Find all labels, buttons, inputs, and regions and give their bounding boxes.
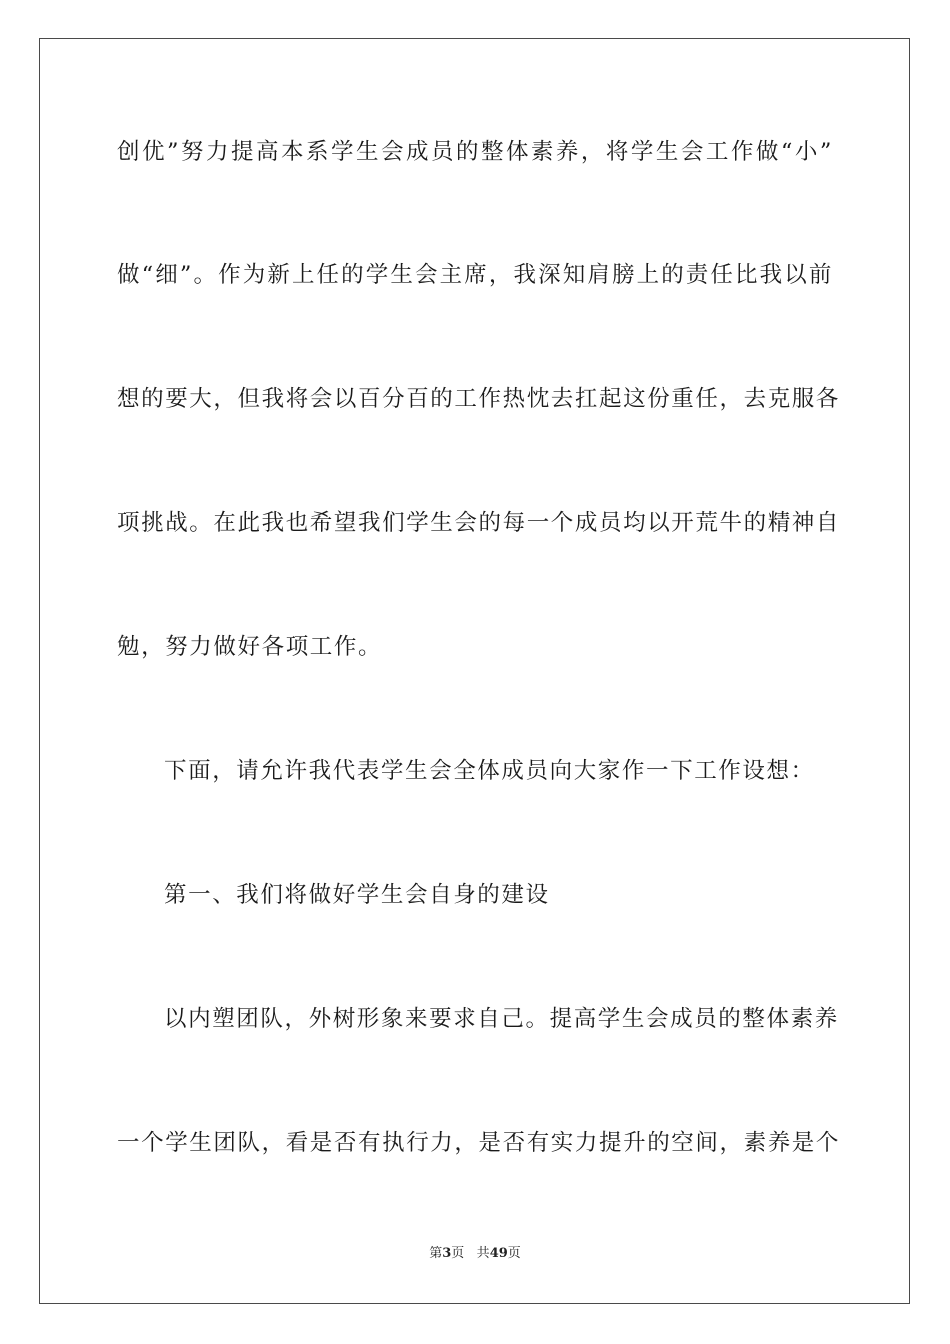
footer-total-pages: 49 [489, 1246, 508, 1261]
paragraph-intro: 下面，请允许我代表学生会全体成员向大家作一下工作设想： [164, 758, 815, 784]
footer-page-suffix: 页 [451, 1246, 465, 1261]
body-line-8: 以内塑团队，外树形象来要求自己。提高学生会成员的整体素养 [164, 1006, 839, 1032]
body-line-3: 想的要大，但我将会以百分百的工作热忱去扛起这份重任，去克服各 [117, 386, 841, 412]
footer-total-suffix: 页 [507, 1246, 521, 1261]
body-line-4: 项挑战。在此我也希望我们学生会的每一个成员均以开荒牛的精神自 [117, 510, 841, 536]
page-frame [39, 38, 910, 1304]
body-line-9: 一个学生团队，看是否有执行力，是否有实力提升的空间，素养是个 [117, 1130, 841, 1156]
page-footer [0, 1245, 950, 1263]
section-heading-first: 第一、我们将做好学生会自身的建设 [164, 882, 550, 908]
body-line-2: 做“细”。作为新上任的学生会主席，我深知肩膀上的责任比我以前 [117, 262, 833, 288]
body-line-1: 创优”努力提高本系学生会成员的整体素养，将学生会工作做“小” [117, 139, 833, 165]
footer-page-number: 3 [442, 1246, 452, 1261]
footer-total-prefix: 共 [476, 1246, 490, 1261]
footer-prefix: 第 [429, 1246, 443, 1261]
body-line-5: 勉，努力做好各项工作。 [117, 634, 383, 660]
